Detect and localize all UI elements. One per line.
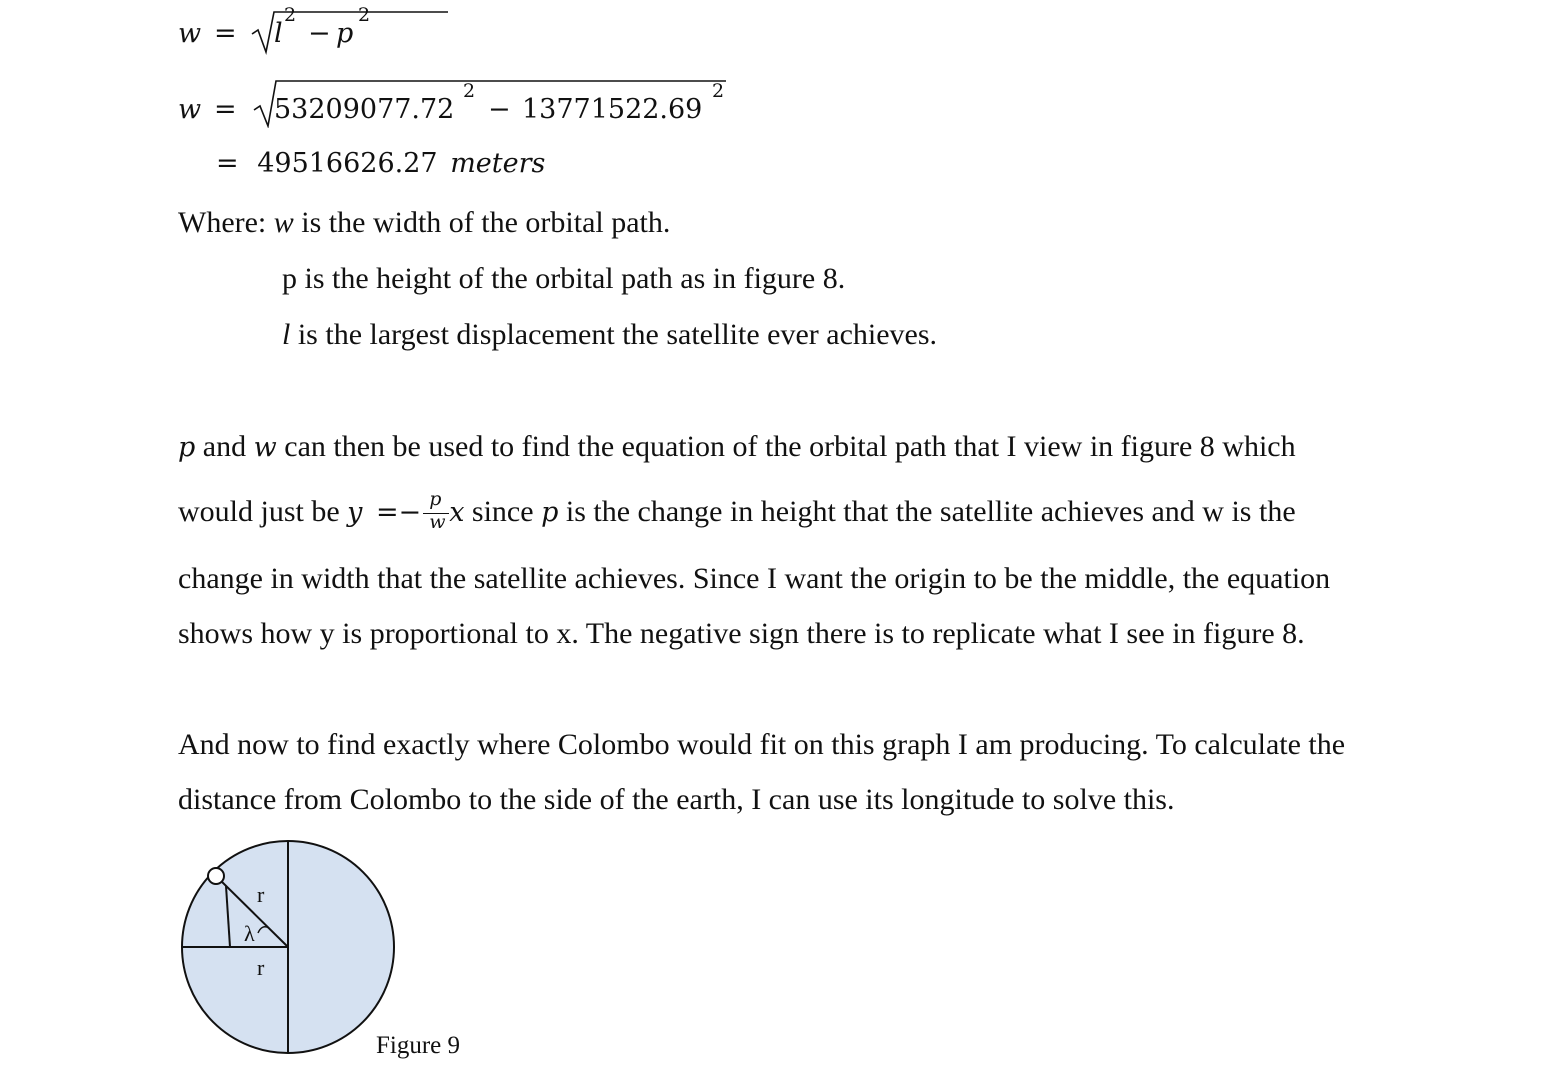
- where-p-text: p is the height of the orbital path as in figure 8.: [282, 262, 846, 295]
- eq3-unit: meters: [450, 148, 546, 179]
- where-lead: Where:: [178, 206, 267, 239]
- where-w-var: w: [273, 206, 294, 239]
- colombo-point: [208, 868, 224, 884]
- where-line-l: [282, 318, 937, 352]
- eq2-lhs: w: [178, 94, 202, 125]
- eq3-value: 49516626.27: [257, 148, 438, 179]
- eq1-lhs: w: [178, 18, 202, 49]
- equation-width-formula: [176, 4, 396, 56]
- eq1-l: l: [274, 18, 283, 49]
- para1-eq-neg: =−: [375, 496, 422, 528]
- eq3-equals: =: [216, 148, 239, 179]
- eq1-p-exp: 2: [358, 4, 371, 26]
- where-w-text: is the width of the orbital path.: [301, 206, 671, 239]
- para1-y-var: y: [347, 496, 363, 528]
- label-lambda: λ: [244, 921, 255, 946]
- figure-caption: Figure 9: [376, 1032, 461, 1059]
- where-l-text: is the largest displacement the satellite ever achieves.: [297, 318, 938, 351]
- para1-line2-text: is the change in height that the satellite achieves and w is the: [565, 494, 1296, 528]
- eq2-minus: −: [488, 94, 511, 125]
- equation-width-values: [176, 76, 736, 124]
- para1-line3: change in width that the satellite achieves. Since I want the origin to be the middle, the equation: [178, 562, 1331, 595]
- para1-line1-text: can then be used to find the equation of the orbital path that I view in figure 8 which: [284, 430, 1296, 463]
- label-r-bottom: r: [257, 955, 265, 980]
- para1-since: since: [471, 494, 534, 528]
- para1-x-var: x: [449, 496, 465, 528]
- eq1-p: p: [336, 18, 354, 49]
- where-line-w: [178, 206, 670, 240]
- eq1-minus: −: [308, 18, 331, 49]
- para1-and: and: [202, 430, 247, 463]
- eq2-b: 13771522.69: [522, 94, 703, 125]
- para2-line1: And now to find exactly where Colombo would fit on this graph I am producing. To calculate the: [178, 728, 1346, 761]
- para1-w-var: w: [253, 432, 277, 463]
- where-line-p: [282, 262, 845, 296]
- frac-denominator: w: [429, 511, 446, 533]
- where-l-var: l: [282, 318, 291, 351]
- para2-line2: distance from Colombo to the side of the earth, I can use its longitude to solve this.: [178, 783, 1175, 816]
- earth-circle-diagram: [170, 836, 410, 1060]
- eq2-a: 53209077.72: [274, 94, 455, 125]
- para1-line2: [178, 488, 1296, 534]
- eq2-a-exp: 2: [463, 80, 476, 102]
- label-r-top: r: [257, 882, 265, 907]
- para1-p-var: p: [178, 432, 196, 463]
- frac-numerator: p: [429, 488, 442, 510]
- fraction-p-over-w: [421, 488, 449, 534]
- para1-line1: [178, 430, 1296, 464]
- equation-width-result: [216, 148, 545, 179]
- eq2-b-exp: 2: [712, 80, 725, 102]
- eq2-equals: =: [214, 94, 237, 125]
- para1-p-var-2: p: [541, 496, 559, 528]
- para1-line4: shows how y is proportional to x. The negative sign there is to replicate what I see in figure 8.: [178, 617, 1305, 650]
- eq1-l-exp: 2: [284, 4, 297, 26]
- figure-9: [170, 836, 490, 1068]
- eq1-equals: =: [214, 18, 237, 49]
- para1-would: would just be: [178, 494, 340, 528]
